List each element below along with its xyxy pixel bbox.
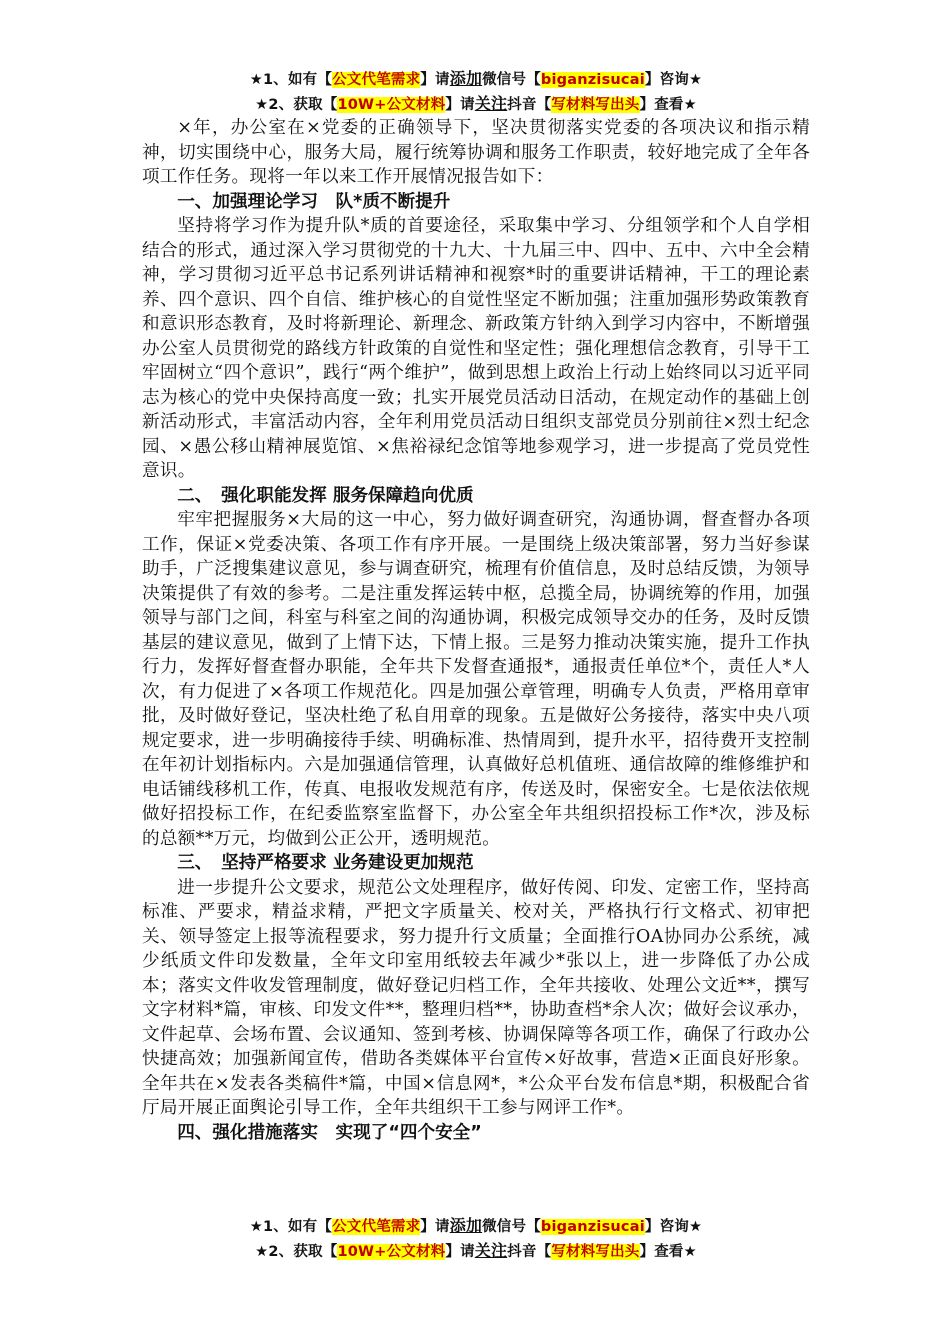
banner-text: 】请 xyxy=(445,97,475,113)
banner-text: 】请 xyxy=(420,1219,450,1235)
banner-text: 】查看★ xyxy=(639,1244,697,1260)
banner-underlined: 关注 xyxy=(474,94,508,113)
banner-text: 】咨询★ xyxy=(644,1219,703,1235)
banner-text: ★2、获取【 xyxy=(255,1244,338,1260)
banner-underlined: 添加 xyxy=(449,69,483,88)
banner-text: 微信号【 xyxy=(482,72,541,88)
banner-wechat-id: biganzisucai xyxy=(540,1219,645,1235)
section-3-heading: 三、 坚持严格要求 业务建设更加规范 xyxy=(177,853,474,873)
promo-banner-top-1 xyxy=(142,66,810,91)
banner-underlined: 添加 xyxy=(449,1216,483,1235)
bottom-banners xyxy=(142,1213,810,1263)
banner-text: ★1、如有【 xyxy=(249,72,333,88)
banner-text: 】咨询★ xyxy=(644,72,703,88)
section-1-heading: 一、加强理论学习 队*质不断提升 xyxy=(177,191,451,212)
banner-highlight: 10W+公文材料 xyxy=(337,97,446,113)
document-page xyxy=(142,66,810,1145)
banner-douyin-id: 写材料写出头 xyxy=(551,1244,640,1260)
banner-text: ★2、获取【 xyxy=(255,97,338,113)
banner-text: 微信号【 xyxy=(482,1219,541,1235)
section-2-body: 牢牢把握服务×大局的这一中心，努力做好调查研究，沟通协调，督查督办各项工作，保证×党委决策、各项工作有序开展。一是围绕上级决策部署，努力当好参谋助手，广泛搜集建议意见，参与调查研究，梳理有价值信息，及时总结反馈，为领导决策提供了有效的参考。二是注重发挥运转中枢，总揽全局，协调统筹的作用，加强领导与部门之间，科室与科室之间的沟通协调，积极完成领导交办的任务，及时反馈基层的建议意见，做到了上情下达，下情上报。三是努力推动决策实施，提升工作执行力，发挥好督查督办职能，全年共下发督查通报*，通报责任单位*个，责任人*人次，有力促进了×各项工作规范化。四是加强公章管理，明确专人负责，严格用章审批，及时做好登记，坚决杜绝了私自用章的现象。五是做好公务接待，落实中央八项规定要求，进一步明确接待手续、明确标准、热情周到，提升水平，招待费开支控制在年初计划指标内。六是加强通信管理，认真做好总机值班、通信故障的维修维护和电话铺线移机工作，传真、电报收发规范有序，传送及时，保密安全。七是依法依规做好招投标工作，在纪委监察室监督下，办公室全年共组织招投标工作*次，涉及标的总额**万元，均做到公正公开，透明规范。 xyxy=(142,510,810,849)
banner-text: 抖音【 xyxy=(507,97,552,113)
banner-text: 】请 xyxy=(445,1244,475,1260)
section-1-body: 坚持将学习作为提升队*质的首要途径，采取集中学习、分组领学和个人自学相结合的形式，通过深入学习贯彻党的十九大、十九届三中、四中、五中、六中全会精神，学习贯彻习近平总书记系列讲话精神和视察*时的重要讲话精神，干工的理论素养、四个意识、四个自信、维护核心的自觉性坚定不断加强；注重加强形势政策教育和意识形态教育，及时将新理论、新理念、新政策方针纳入到学习内容中，不断增强办公室人员贯彻党的路线方针政策的自觉性和坚定性；强化理想信念教育，引导干工牢固树立“四个意识”，践行“两个维护”，做到思想上政治上行动上始终同以习近平同志为核心的党中央保持高度一致；扎实开展党员活动日活动，在规定动作的基础上创新活动形式，丰富活动内容，全年利用党员活动日组织支部党员分别前往×烈士纪念园、×愚公移山精神展览馆、×焦裕禄纪念馆等地参观学习，进一步提高了党员党性意识。 xyxy=(142,216,810,481)
promo-banner-bottom-1 xyxy=(142,1213,810,1238)
banner-text: ★1、如有【 xyxy=(249,1219,333,1235)
section-4-heading: 四、强化措施落实 实现了“四个安全” xyxy=(177,1122,482,1143)
banner-douyin-id: 写材料写出头 xyxy=(551,97,640,113)
banner-wechat-id: biganzisucai xyxy=(540,72,645,88)
banner-underlined: 关注 xyxy=(474,1241,508,1260)
promo-banner-top-2 xyxy=(142,91,810,116)
section-3-body: 进一步提升公文要求，规范公文处理程序，做好传阅、印发、定密工作，坚持高标准、严要求，精益求精，严把文字质量关、校对关，严格执行行文格式、初审把关、领导签定上报等流程要求，努力提升行文质量；全面推行OA协同办公系统，减少纸质文件印发数量，全年文印室用纸较去年减少*张以上，进一步降低了办公成本；落实文件收发管理制度，做好登记归档工作，全年共接收、处理公文近**，撰写文字材料*篇，审核、印发文件**，整理归档**，协助查档*余人次；做好会议承办，文件起草、会场布置、会议通知、签到考核、协调保障等各项工作，确保了行政办公快捷高效；加强新闻宣传，借助各类媒体平台宣传×好故事，营造×正面良好形象。全年共在×发表各类稿件*篇，中国×信息网*，*公众平台发布信息*期，积极配合省厅局开展正面舆论引导工作，全年共组织干工参与网评工作*。 xyxy=(142,877,810,1118)
banner-highlight: 公文代笔需求 xyxy=(332,1219,421,1235)
intro-paragraph: ×年，办公室在×党委的正确领导下，坚决贯彻落实党委的各项决议和指示精神，切实围绕中心，服务大局，履行统筹协调和服务工作职责，较好地完成了全年各项工作任务。现将一年以来工作开展情况报告如下： xyxy=(142,118,810,187)
section-2-heading: 二、 强化职能发挥 服务保障趋向优质 xyxy=(177,485,474,506)
banner-text: 】查看★ xyxy=(639,97,697,113)
banner-highlight: 公文代笔需求 xyxy=(332,72,421,88)
promo-banner-bottom-2 xyxy=(142,1238,810,1263)
banner-text: 】请 xyxy=(420,72,450,88)
banner-highlight: 10W+公文材料 xyxy=(337,1244,446,1260)
banner-text: 抖音【 xyxy=(507,1244,552,1260)
